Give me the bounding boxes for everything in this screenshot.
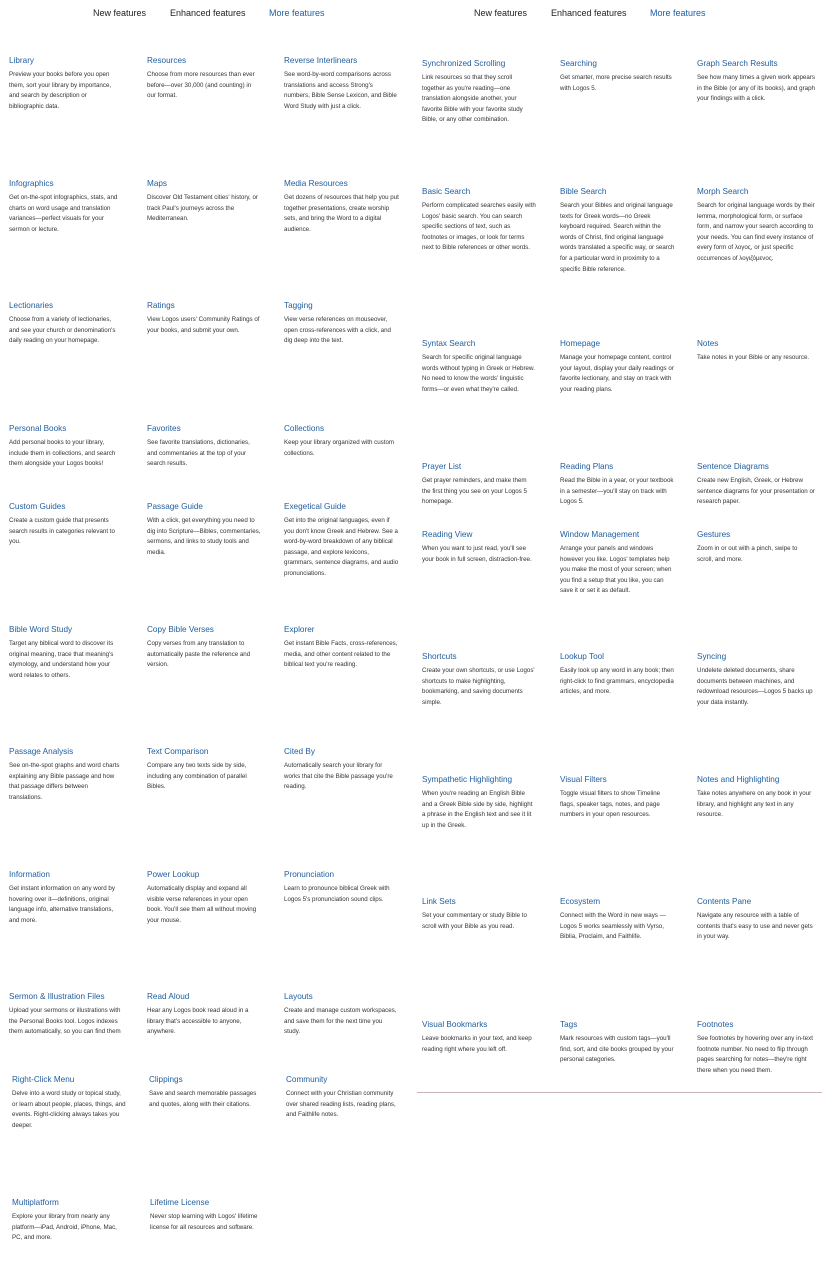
feature-title-link[interactable]: Exegetical Guide bbox=[284, 502, 346, 511]
feature-description: Toggle visual filters to show Timeline flags, speaker tags, notes, and page numbers in your open resources. bbox=[560, 790, 661, 819]
feature-description: Create a custom guide that presents search results in categories relevant to you. bbox=[9, 517, 115, 546]
feature-description: See word-by-word comparisons across translations and access Strong's numbers, Bible Sense Lexicon, and Bible Word Study with just a click. bbox=[284, 71, 397, 110]
feature-description: Read the Bible in a year, or your textbook in a semester—you'll stay on track with Logos 5. bbox=[560, 477, 674, 506]
feature-title-link[interactable]: Searching bbox=[560, 59, 597, 68]
tab-enhanced-features[interactable]: Enhanced features bbox=[170, 8, 246, 18]
feature-title-link[interactable]: Syncing bbox=[697, 652, 727, 661]
feature-item bbox=[560, 338, 676, 395]
feature-item bbox=[422, 186, 536, 254]
tab-more-features[interactable]: More features bbox=[650, 8, 706, 18]
feature-title-link[interactable]: Link Sets bbox=[422, 897, 456, 906]
feature-description: Choose from a variety of lectionaries, and see your church or denomination's daily reading on your homepage. bbox=[9, 316, 116, 345]
feature-title-link[interactable]: Information bbox=[9, 870, 50, 879]
feature-item bbox=[560, 461, 676, 508]
feature-description: Leave bookmarks in your text, and keep reading right where you left off. bbox=[422, 1035, 532, 1053]
feature-item bbox=[422, 651, 536, 708]
feature-description: Never stop learning with Logos' lifetime license for all resources and software. bbox=[150, 1213, 258, 1231]
feature-item bbox=[9, 178, 123, 235]
feature-title-link[interactable]: Contents Pane bbox=[697, 897, 752, 906]
feature-description: With a click, get everything you need to dig into Scripture—Bibles, commentaries, sermons, and links to study tools and media. bbox=[147, 517, 261, 556]
feature-title-link[interactable]: Visual Bookmarks bbox=[422, 1020, 488, 1029]
feature-title-link[interactable]: Layouts bbox=[284, 992, 313, 1001]
feature-item bbox=[284, 501, 400, 580]
feature-description: Choose from more resources than ever before—over 30,000 (and counting) in our format. bbox=[147, 71, 255, 100]
feature-item bbox=[422, 774, 536, 831]
feature-title-link[interactable]: Multiplatform bbox=[12, 1198, 59, 1207]
feature-description: Learn to pronounce biblical Greek with Logos 5's pronunciation sound clips. bbox=[284, 885, 390, 903]
feature-description: Arrange your panels and windows however you like. Logos' templates help you make the most of your screen; when you find a setup that you like, you can save it or set it as default. bbox=[560, 545, 672, 595]
feature-description: Hear any Logos book read aloud in a library that's accessible to anyone, anywhere. bbox=[147, 1007, 249, 1036]
feature-item bbox=[147, 55, 261, 102]
feature-description: When you want to just read, you'll see your book in full screen, distraction-free. bbox=[422, 545, 532, 563]
feature-title-link[interactable]: Resources bbox=[147, 56, 187, 65]
feature-description: Zoom in or out with a pinch, swipe to scroll, and more. bbox=[697, 545, 798, 563]
feature-item bbox=[422, 461, 536, 508]
feature-title-link[interactable]: Right-Click Menu bbox=[12, 1075, 75, 1084]
feature-title-link[interactable]: Copy Bible Verses bbox=[147, 625, 214, 634]
feature-title-link[interactable]: Reading Plans bbox=[560, 462, 614, 471]
feature-item bbox=[422, 529, 536, 565]
feature-item bbox=[560, 186, 676, 275]
feature-title-link[interactable]: Synchronized Scrolling bbox=[422, 59, 506, 68]
feature-description: Automatically search your library for works that cite the Bible passage you're reading. bbox=[284, 762, 393, 791]
feature-title-link[interactable]: Power Lookup bbox=[147, 870, 200, 879]
feature-item bbox=[697, 529, 815, 565]
feature-title-link[interactable]: Ecosystem bbox=[560, 897, 601, 906]
feature-description: View Logos users' Community Ratings of your books, and submit your own. bbox=[147, 316, 260, 334]
feature-item bbox=[697, 651, 815, 708]
feature-item bbox=[9, 991, 123, 1038]
feature-item bbox=[12, 1197, 126, 1244]
feature-description: Keep your library organized with custom collections. bbox=[284, 439, 395, 457]
feature-item bbox=[9, 746, 123, 803]
feature-title-link[interactable]: Bible Word Study bbox=[9, 625, 73, 634]
feature-description: Discover Old Testament cities' history, or track Paul's journeys across the Mediterranean. bbox=[147, 194, 258, 223]
feature-title-link[interactable]: Infographics bbox=[9, 179, 54, 188]
feature-title-link[interactable]: Ratings bbox=[147, 301, 175, 310]
feature-item bbox=[697, 1019, 815, 1076]
feature-title-link[interactable]: Library bbox=[9, 56, 35, 65]
feature-description: Add personal books to your library, include them in collections, and search them alongside your Logos books! bbox=[9, 439, 116, 468]
feature-description: Connect with your Christian community over shared reading lists, reading plans, and Faithlife notes. bbox=[286, 1090, 396, 1119]
feature-title-link[interactable]: Graph Search Results bbox=[697, 59, 778, 68]
feature-title-link[interactable]: Tags bbox=[560, 1020, 578, 1029]
tab-new-features[interactable]: New features bbox=[93, 8, 147, 18]
feature-description: Connect with the Word in new ways —Logos 5 works seamlessly with Vyrso, Biblia, Proclaim, and Faithlife. bbox=[560, 912, 666, 941]
feature-description: Explore your library from nearly any platform—iPad, Android, iPhone, Mac, PC, and more. bbox=[12, 1213, 117, 1242]
feature-description: Undelete deleted documents, share documents between machines, and redownload resources—Logos 5 backs up your data instantly. bbox=[697, 667, 813, 706]
feature-description: Manage your homepage content, control your layout, display your daily readings or favorite lectionary, and stay on track with your reading plans. bbox=[560, 354, 674, 393]
feature-item bbox=[422, 338, 536, 395]
feature-item bbox=[560, 651, 676, 698]
feature-title-link[interactable]: Collections bbox=[284, 424, 325, 433]
feature-title-link[interactable]: Sermon & Illustration Files bbox=[9, 992, 105, 1001]
feature-description: See favorite translations, dictionaries, and commentaries at the top of your search results. bbox=[147, 439, 250, 468]
feature-description: Easily look up any word in any book; then right-click to find grammars, encyclopedia articles, and more. bbox=[560, 667, 674, 696]
feature-item bbox=[697, 461, 815, 508]
feature-title-link[interactable]: Tagging bbox=[284, 301, 313, 310]
feature-description: Copy verses from any translation to automatically paste the reference and version. bbox=[147, 640, 251, 669]
feature-item bbox=[9, 423, 123, 470]
feature-item bbox=[147, 300, 261, 336]
feature-title-link[interactable]: Media Resources bbox=[284, 179, 348, 188]
feature-item bbox=[286, 1074, 402, 1121]
feature-description: Search for original language words by their lemma, morphological form, or surface form, and narrow your search according to your needs. You can find every instance of every form of λογος, or just specific occurrences of λογιζόμενος. bbox=[697, 202, 815, 262]
feature-item bbox=[697, 896, 815, 943]
feature-item bbox=[560, 58, 676, 94]
feature-title-link[interactable]: Syntax Search bbox=[422, 339, 476, 348]
feature-title-link[interactable]: Notes bbox=[697, 339, 719, 348]
feature-item bbox=[150, 1197, 264, 1233]
feature-description: Upload your sermons or illustrations with the Personal Books tool. Logos indexes them automatically, so you can find them bbox=[9, 1007, 121, 1036]
feature-description: Take notes anywhere on any book in your library, and highlight any text in any resource. bbox=[697, 790, 812, 819]
feature-description: Link resources so that they scroll together as you're reading—one translation alongside another, your favorite Bible with your favorite study Bible, or any other combination. bbox=[422, 74, 523, 124]
feature-title-link[interactable]: Passage Analysis bbox=[9, 747, 74, 756]
feature-title-link[interactable]: Visual Filters bbox=[560, 775, 607, 784]
feature-title-link[interactable]: Text Comparison bbox=[147, 747, 209, 756]
feature-description: See on-the-spot graphs and word charts explaining any Bible passage and how that passage differs between translations. bbox=[9, 762, 120, 801]
feature-description: Mark resources with custom tags—you'll find, sort, and cite books grouped by your personal categories. bbox=[560, 1035, 674, 1064]
feature-item bbox=[697, 186, 815, 265]
feature-item bbox=[422, 58, 536, 126]
feature-title-link[interactable]: Cited By bbox=[284, 747, 315, 756]
feature-description: Create and manage custom workspaces, and save them for the next time you study. bbox=[284, 1007, 397, 1036]
feature-title-link[interactable]: Gestures bbox=[697, 530, 731, 539]
feature-item bbox=[284, 624, 400, 671]
feature-item bbox=[284, 746, 400, 793]
feature-item bbox=[9, 501, 123, 548]
feature-item bbox=[284, 869, 400, 905]
feature-item bbox=[697, 338, 815, 364]
feature-item bbox=[147, 746, 261, 793]
feature-item bbox=[9, 55, 123, 112]
feature-title-link[interactable]: Morph Search bbox=[697, 187, 749, 196]
feature-item bbox=[697, 58, 815, 105]
feature-title-link[interactable]: Notes and Highlighting bbox=[697, 775, 780, 784]
feature-title-link[interactable]: Footnotes bbox=[697, 1020, 734, 1029]
feature-title-link[interactable]: Pronunciation bbox=[284, 870, 335, 879]
tab-new-features[interactable]: New features bbox=[474, 8, 528, 18]
feature-description: Get instant Bible Facts, cross-references, media, and other content related to the biblical text you're reading. bbox=[284, 640, 398, 669]
feature-description: Compare any two texts side by side, including any combination of parallel Bibles. bbox=[147, 762, 247, 791]
feature-title-link[interactable]: Prayer List bbox=[422, 462, 462, 471]
feature-title-link[interactable]: Basic Search bbox=[422, 187, 471, 196]
feature-title-link[interactable]: Community bbox=[286, 1075, 328, 1084]
feature-title-link[interactable]: Lookup Tool bbox=[560, 652, 605, 661]
feature-description: Search your Bibles and original language texts for Greek words—no Greek keyboard required. Search within the words of Christ, find original language words translated a specific way, or search for a particular word in proximity to a specific Bible reference. bbox=[560, 202, 675, 273]
feature-title-link[interactable]: Reverse Interlinears bbox=[284, 56, 358, 65]
feature-description: See footnotes by hovering over any in-text footnote number. No need to flip through pages searching for notes—they're right there when you need them. bbox=[697, 1035, 813, 1074]
feature-title-link[interactable]: Reading View bbox=[422, 530, 473, 539]
feature-item bbox=[560, 774, 676, 821]
feature-item bbox=[147, 624, 261, 671]
feature-description: Save and search memorable passages and quotes, along with their citations. bbox=[149, 1090, 257, 1108]
feature-item bbox=[147, 869, 261, 926]
feature-title-link[interactable]: Sympathetic Highlighting bbox=[422, 775, 513, 784]
feature-title-link[interactable]: Clippings bbox=[149, 1075, 183, 1084]
feature-title-link[interactable]: Homepage bbox=[560, 339, 601, 348]
feature-item bbox=[560, 896, 676, 943]
feature-title-link[interactable]: Personal Books bbox=[9, 424, 67, 433]
feature-description: Perform complicated searches easily with Logos' basic search. You can search specific sections of text, such as footnotes or images, or look for terms next to Bible references or other words. bbox=[422, 202, 536, 252]
feature-description: Get dozens of resources that help you put together presentations, create worship sets, and bring the Word to a digital audience. bbox=[284, 194, 399, 233]
feature-item bbox=[9, 869, 123, 926]
feature-description: Take notes in your Bible or any resource. bbox=[697, 354, 810, 361]
feature-description: Delve into a word study or topical study, or learn about people, places, things, and events. Right-clicking always takes you deeper. bbox=[12, 1090, 126, 1129]
feature-title-link[interactable]: Explorer bbox=[284, 625, 315, 634]
feature-item bbox=[422, 1019, 536, 1055]
feature-item bbox=[147, 501, 261, 558]
feature-title-link[interactable]: Sentence Diagrams bbox=[697, 462, 769, 471]
feature-item bbox=[149, 1074, 263, 1110]
divider bbox=[417, 1092, 822, 1093]
feature-description: Navigate any resource with a table of contents that's easy to use and never gets in your way. bbox=[697, 912, 813, 941]
feature-description: See how many times a given work appears in the Bible (or any of its books), and graph your findings with a click. bbox=[697, 74, 815, 103]
feature-item bbox=[284, 991, 400, 1038]
feature-item bbox=[147, 991, 261, 1038]
feature-description: View verse references on mouseover, open cross-references with a click, and dig deep into the text. bbox=[284, 316, 391, 345]
feature-title-link[interactable]: Lectionaries bbox=[9, 301, 54, 310]
feature-description: Get smarter, more precise search results with Logos 5. bbox=[560, 74, 672, 92]
tab-more-features[interactable]: More features bbox=[269, 8, 325, 18]
feature-title-link[interactable]: Bible Search bbox=[560, 187, 607, 196]
feature-description: Target any biblical word to discover its original meaning, trace that meaning's etymology, and understand how your word relates to others. bbox=[9, 640, 114, 679]
feature-item bbox=[284, 300, 400, 347]
feature-item bbox=[560, 529, 676, 597]
feature-title-link[interactable]: Shortcuts bbox=[422, 652, 457, 661]
feature-item bbox=[147, 423, 261, 470]
feature-item bbox=[560, 1019, 676, 1066]
feature-description: Get into the original languages, even if you don't know Greek and Hebrew. See a word-by-word breakdown of any biblical passage, and explore lexicons, grammars, sentence diagrams, and audio pronunciations. bbox=[284, 517, 399, 577]
feature-title-link[interactable]: Window Management bbox=[560, 530, 640, 539]
feature-description: Search for specific original language words without typing in Greek or Hebrew. No need to know the words' linguistic forms—or even what they're called. bbox=[422, 354, 535, 393]
feature-item bbox=[9, 300, 123, 347]
feature-item bbox=[284, 423, 400, 459]
feature-item bbox=[12, 1074, 126, 1131]
feature-title-link[interactable]: Lifetime License bbox=[150, 1198, 210, 1207]
feature-title-link[interactable]: Passage Guide bbox=[147, 502, 203, 511]
feature-item bbox=[422, 896, 536, 932]
feature-item bbox=[147, 178, 261, 225]
feature-item bbox=[284, 178, 400, 235]
feature-title-link[interactable]: Maps bbox=[147, 179, 168, 188]
feature-description: Create your own shortcuts, or use Logos' shortcuts to make highlighting, bookmarking, and saving documents simple. bbox=[422, 667, 535, 706]
feature-description: Create new English, Greek, or Hebrew sentence diagrams for your presentation or research paper. bbox=[697, 477, 815, 506]
feature-description: When you're reading an English Bible and a Greek Bible side by side, highlight a phrase in the English text and see it lit up in the Greek. bbox=[422, 790, 533, 829]
tab-enhanced-features[interactable]: Enhanced features bbox=[551, 8, 627, 18]
feature-description: Get prayer reminders, and make them the first thing you see on your Logos 5 homepage. bbox=[422, 477, 527, 506]
feature-item bbox=[9, 624, 123, 681]
feature-title-link[interactable]: Favorites bbox=[147, 424, 181, 433]
feature-item bbox=[697, 774, 815, 821]
feature-description: Set your commentary or study Bible to scroll with your Bible as you read. bbox=[422, 912, 527, 930]
feature-description: Get on-the-spot infographics, stats, and charts on word usage and translation variances—perfect visuals for your sermon or lecture. bbox=[9, 194, 118, 233]
feature-item bbox=[284, 55, 400, 112]
feature-description: Get instant information on any word by hovering over it—definitions, original language info, alternative translations, and more. bbox=[9, 885, 115, 924]
feature-title-link[interactable]: Custom Guides bbox=[9, 502, 66, 511]
feature-title-link[interactable]: Read Aloud bbox=[147, 992, 190, 1001]
feature-description: Automatically display and expand all visible verse references in your open book. You'll see them all without moving your mouse. bbox=[147, 885, 257, 924]
feature-description: Preview your books before you open them, sort your library by importance, and search by description or bibliographic data. bbox=[9, 71, 112, 110]
